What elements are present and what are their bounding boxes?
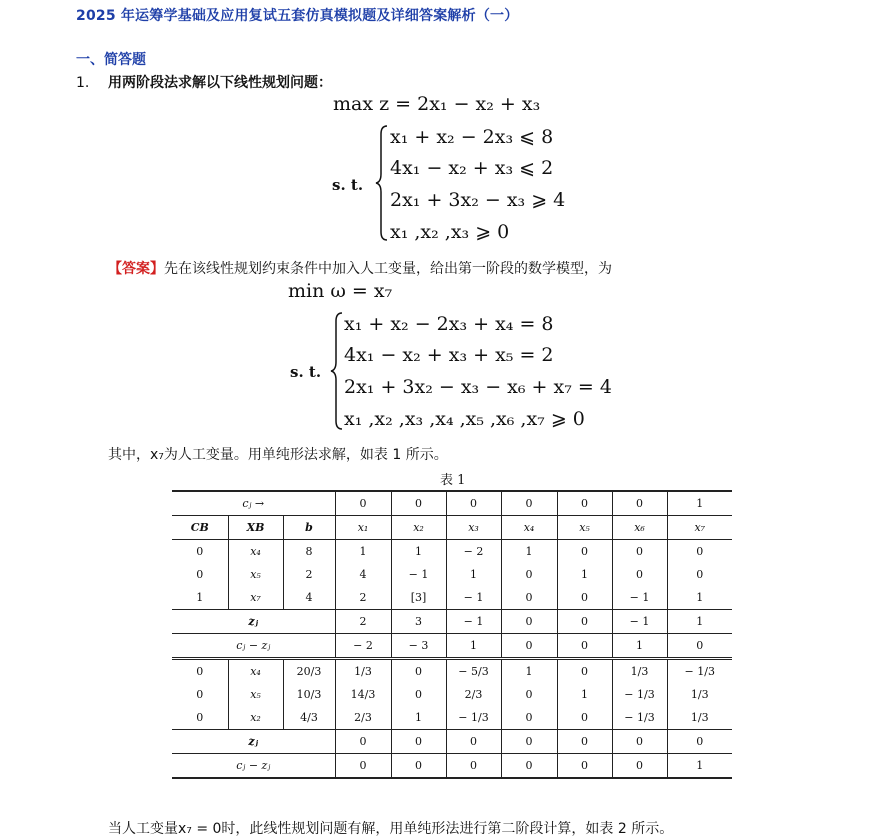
cj-zj-cell: 0 — [557, 754, 612, 779]
table-cell: 4/3 — [283, 706, 335, 730]
table-cell: − 1 — [446, 586, 501, 610]
cj-zj-cell: 1 — [612, 634, 667, 659]
header-cell: x₇ — [667, 516, 732, 540]
table-cell: 0 — [557, 540, 612, 564]
table-cell: 1 — [391, 706, 446, 730]
zj-label: zⱼ — [172, 610, 335, 634]
zj-cell: 3 — [391, 610, 446, 634]
zj-cell: 0 — [501, 610, 557, 634]
cj-cell: 0 — [557, 491, 612, 516]
table-cell: − 1/3 — [612, 706, 667, 730]
cj-zj-cell: 1 — [667, 754, 732, 779]
table-cell: − 2 — [446, 540, 501, 564]
table-cell: 0 — [172, 540, 228, 564]
header-cell: XB — [228, 516, 283, 540]
header-cell: x₄ — [501, 516, 557, 540]
table-cell: − 5/3 — [446, 659, 501, 684]
table-cell: 2/3 — [335, 706, 391, 730]
table-cell: 1 — [501, 540, 557, 564]
table-cell: 0 — [172, 659, 228, 684]
table-cell: 0 — [557, 706, 612, 730]
cj-zj-cell: 0 — [335, 754, 391, 779]
cj-zj-cell: 0 — [557, 634, 612, 659]
table-cell: x₄ — [228, 659, 283, 684]
table-cell: 1 — [501, 659, 557, 684]
table-cell: − 1 — [391, 563, 446, 586]
table-cell: 0 — [612, 540, 667, 564]
header-cell: CB — [172, 516, 228, 540]
table-cell: 1/3 — [612, 659, 667, 684]
answer-constraint-4: x₁ ,x₂ ,x₃ ,x₄ ,x₅ ,x₆ ,x₇ ⩾ 0 — [344, 408, 585, 430]
table-cell: 10/3 — [283, 683, 335, 706]
cj-zj-row — [172, 634, 732, 659]
cj-zj-label: cⱼ − zⱼ — [172, 634, 335, 659]
answer-constraint-1: x₁ + x₂ − 2x₃ + x₄ = 8 — [344, 313, 554, 335]
zj-cell: 2 — [335, 610, 391, 634]
footer-text: 当人工变量x₇ = 0时，此线性规划问题有解，用单纯形法进行第二阶段计算，如表 2 所示。 — [108, 821, 674, 837]
zj-cell: − 1 — [612, 610, 667, 634]
table-cell: − 1/3 — [667, 659, 732, 684]
table-cell: 0 — [557, 586, 612, 610]
table-cell: 4 — [335, 563, 391, 586]
table-cell: 0 — [501, 683, 557, 706]
cj-zj-cell: 0 — [501, 634, 557, 659]
table-cell: 2/3 — [446, 683, 501, 706]
answer-constraint-3: 2x₁ + 3x₂ − x₃ − x₆ + x₇ = 4 — [344, 376, 612, 398]
zj-cell: 1 — [667, 610, 732, 634]
table-cell: 1 — [446, 563, 501, 586]
table-cell: 14/3 — [335, 683, 391, 706]
cj-zj-cell: 0 — [667, 634, 732, 659]
cj-cell: 0 — [391, 491, 446, 516]
table-cell: x₄ — [228, 540, 283, 564]
table-cell: 0 — [612, 563, 667, 586]
table-row — [172, 540, 732, 564]
table-cell: x₅ — [228, 683, 283, 706]
table-cell: 0 — [391, 683, 446, 706]
artificial-variable-note: 其中，x₇为人工变量。用单纯形法求解，如表 1 所示。 — [108, 447, 448, 463]
table-cell: 0 — [196, 711, 204, 724]
question-brace-icon — [375, 124, 389, 242]
cj-zj-row — [172, 754, 732, 779]
cj-zj-cell: 1 — [446, 634, 501, 659]
table-cell: x₂ — [228, 706, 283, 730]
zj-cell: 0 — [391, 730, 446, 754]
table-cell: 1/3 — [667, 706, 732, 730]
cj-zj-cell: 0 — [446, 754, 501, 779]
cj-cell: 1 — [667, 491, 732, 516]
cj-cell: 0 — [335, 491, 391, 516]
zj-row — [172, 730, 732, 754]
table-cell: 1 — [557, 683, 612, 706]
table-cell: 1 — [557, 563, 612, 586]
table-cell: 2 — [335, 586, 391, 610]
table-row — [172, 563, 732, 586]
answer-paragraph — [108, 258, 612, 278]
header-cell: x₂ — [391, 516, 446, 540]
table-cell: 0 — [501, 706, 557, 730]
question-constraint-4: x₁ ,x₂ ,x₃ ⩾ 0 — [390, 221, 510, 243]
table-caption: 表 1 — [440, 473, 466, 488]
header-cell: b — [283, 516, 335, 540]
table-cell: 1/3 — [667, 683, 732, 706]
zj-cell: 0 — [335, 730, 391, 754]
question-constraint-2: 4x₁ − x₂ + x₃ ⩽ 2 — [390, 157, 554, 179]
answer-st-label: s. t. — [290, 363, 322, 381]
cj-zj-cell: 0 — [501, 754, 557, 779]
table-cell: 0 — [667, 540, 732, 564]
header-row — [172, 516, 732, 540]
table-cell: 1 — [335, 540, 391, 564]
table-cell: 0 — [667, 563, 732, 586]
cj-cell: 0 — [612, 491, 667, 516]
table-row — [172, 683, 732, 706]
table-cell: 0 — [391, 659, 446, 684]
header-cell: x₃ — [446, 516, 501, 540]
table-cell: 0 — [501, 563, 557, 586]
pivot-cell: [3] — [391, 586, 446, 610]
zj-cell: 0 — [501, 730, 557, 754]
question-text: 用两阶段法求解以下线性规划问题： — [108, 75, 332, 91]
table-cell: 0 — [196, 568, 204, 581]
cj-zj-cell: 0 — [391, 754, 446, 779]
header-cell: x₅ — [557, 516, 612, 540]
table-row — [172, 586, 732, 610]
table-row — [172, 659, 732, 684]
table-cell: 4 — [283, 586, 335, 610]
section-heading: 一、简答题 — [76, 52, 146, 68]
table-cell: 1 — [667, 586, 732, 610]
question-1 — [76, 72, 332, 92]
table-cell: 20/3 — [283, 659, 335, 684]
table-cell: 1/3 — [335, 659, 391, 684]
answer-constraint-2: 4x₁ − x₂ + x₃ + x₅ = 2 — [344, 344, 554, 366]
cj-zj-cell: − 2 — [335, 634, 391, 659]
answer-brace-icon — [330, 311, 344, 431]
table-cell: 0 — [557, 659, 612, 684]
question-constraint-1: x₁ + x₂ − 2x₃ ⩽ 8 — [390, 126, 554, 148]
table-cell: 1 — [391, 540, 446, 564]
table-cell: x₇ — [228, 586, 283, 610]
document-title: 2025 年运筹学基础及应用复试五套仿真模拟题及详细答案解析（一） — [76, 8, 519, 24]
table-cell: x₅ — [228, 563, 283, 586]
header-cell: x₁ — [335, 516, 391, 540]
cj-cell: 0 — [501, 491, 557, 516]
cj-zj-cell: 0 — [612, 754, 667, 779]
header-cell: x₆ — [612, 516, 667, 540]
zj-cell: 0 — [557, 610, 612, 634]
table-cell: − 1 — [612, 586, 667, 610]
table-cell: 0 — [196, 688, 204, 701]
table-row — [172, 706, 732, 730]
question-number: 1. — [76, 75, 90, 91]
zj-cell: 0 — [557, 730, 612, 754]
question-constraint-3: 2x₁ + 3x₂ − x₃ ⩾ 4 — [390, 189, 566, 211]
zj-cell: 0 — [612, 730, 667, 754]
table-cell: 0 — [501, 586, 557, 610]
zj-cell: 0 — [667, 730, 732, 754]
cj-cell: 0 — [446, 491, 501, 516]
table-cell: 2 — [283, 563, 335, 586]
zj-row — [172, 610, 732, 634]
question-objective: max z = 2x₁ − x₂ + x₃ — [333, 93, 541, 115]
table-cell: − 1/3 — [612, 683, 667, 706]
cj-zj-cell: − 3 — [391, 634, 446, 659]
table-cell: − 1/3 — [446, 706, 501, 730]
answer-tag: 【答案】 — [108, 261, 164, 277]
cj-row — [172, 491, 732, 516]
question-st-label: s. t. — [332, 176, 364, 194]
answer-text: 先在该线性规划约束条件中加入人工变量，给出第一阶段的数学模型，为 — [164, 261, 612, 277]
table-cell: 1 — [196, 591, 204, 604]
cj-zj-label: cⱼ − zⱼ — [172, 754, 335, 779]
zj-label: zⱼ — [172, 730, 335, 754]
cj-label: cⱼ → — [172, 491, 335, 516]
zj-cell: 0 — [446, 730, 501, 754]
answer-objective: min ω = x₇ — [288, 280, 393, 302]
simplex-table — [172, 490, 732, 779]
zj-cell: − 1 — [446, 610, 501, 634]
table-cell: 8 — [283, 540, 335, 564]
